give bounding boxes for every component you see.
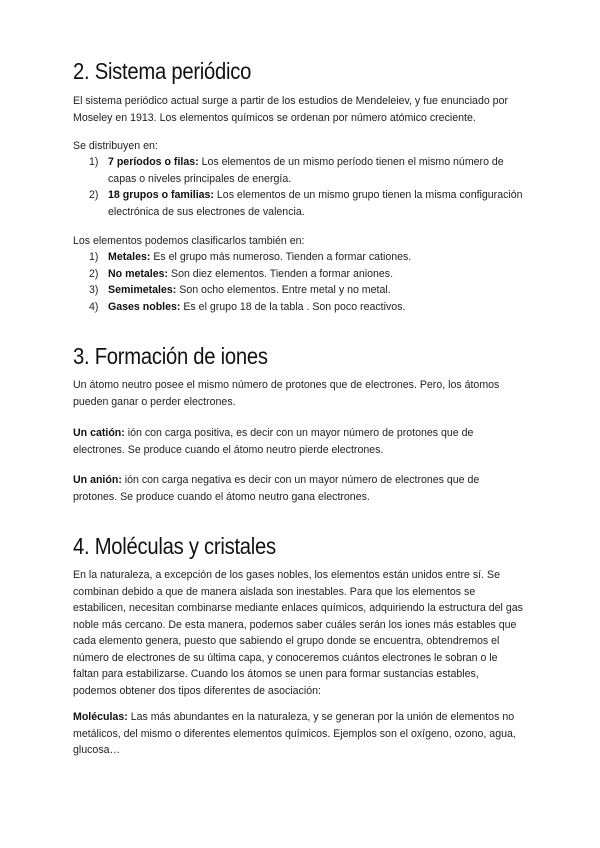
section-heading-moleculas-cristales: 4. Moléculas y cristales — [73, 533, 276, 559]
section-heading-sistema-periodico: 2. Sistema periódico — [73, 58, 252, 84]
paragraph-anion — [73, 472, 525, 505]
cation-term: Un catión: — [73, 427, 125, 439]
paragraph-moleculas — [73, 709, 525, 759]
list-number: 2) — [89, 267, 99, 280]
list-text: Son ocho elementos. Entre metal y no metal. — [176, 284, 391, 296]
paragraph-distribute-label: Se distribuyen en: — [73, 140, 158, 152]
anion-text: ión con carga negativa es decir con un mayor número de electrones que de protones. Se produce cuando el átomo neutro gana electrones. — [73, 474, 480, 503]
list-term: Metales: — [108, 251, 151, 263]
list-term: Semimetales: — [108, 284, 177, 296]
list-term: No metales: — [108, 267, 169, 280]
list-number: 1) — [89, 156, 99, 168]
list-item — [73, 299, 525, 316]
paragraph-iones-intro: Un átomo neutro posee el mismo número de protones que de electrones. Pero, los átomos pueden ganar o perder electrones. — [73, 379, 500, 408]
list-classification — [73, 249, 525, 315]
list-text: Son diez elementos. Tienden a formar aniones. — [168, 267, 394, 280]
molecules-text: Las más abundantes en la naturaleza, y se generan por la unión de elementos no metálicos, del mismo o diferentes elementos químicos. Ejemplos son el oxígeno, ozono, agua, glucosa… — [73, 711, 516, 756]
list-item — [73, 154, 525, 187]
list-text: Es el grupo más numeroso. Tienden a formar cationes. — [150, 251, 412, 263]
list-text: Los elementos de un mismo período tienen el mismo número de capas o niveles principales de energía. — [108, 156, 504, 185]
paragraph-classify-label: Los elementos podemos clasificarlos también en: — [73, 235, 305, 247]
paragraph-sistema-intro: El sistema periódico actual surge a partir de los estudios de Mendeleiev, y fue enunciado por Moseley en 1913. Los elementos químicos se ordenan por número atómico creciente. — [73, 95, 508, 124]
list-distribution — [73, 154, 525, 220]
paragraph-moleculas-intro: En la naturaleza, a excepción de los gases nobles, los elementos están unidos entre sí. Se combinan debido a que de manera aislada son inestables. Para que los elementos se estabilicen, necesitan combinarse mediante enlaces químicos, adquiriendo la estructura del gas noble más cercano. De esta manera, podemos saber cuáles serán los iones más estables que cada elemento genera, puesto que sabiendo el grupo donde se encuentra, obtendremos el número de electrones de su última capa, y conoceremos cuántos electrones le sobran o le faltan para estabilizarse. Cuando los átomos se unen para formar sustancias estables, podemos obtener dos tipos diferentes de asociación: — [73, 569, 523, 697]
paragraph-cation — [73, 425, 525, 458]
list-item — [73, 266, 525, 283]
list-term: Gases nobles: — [108, 300, 181, 313]
list-number: 4) — [89, 300, 99, 313]
list-number: 3) — [89, 284, 99, 296]
list-item — [73, 282, 525, 299]
list-text: Es el grupo 18 de la tabla . Son poco reactivos. — [180, 300, 406, 313]
list-number: 1) — [89, 251, 99, 263]
section-heading-formacion-iones: 3. Formación de iones — [73, 343, 268, 369]
list-item — [73, 249, 525, 266]
list-text: Los elementos de un mismo grupo tienen la misma configuración electrónica de sus electrones de valencia. — [108, 189, 523, 218]
list-number: 2) — [89, 189, 99, 201]
cation-text: ión con carga positiva, es decir con un mayor número de protones que de electrones. Se produce cuando el átomo neutro pierde electrones. — [73, 427, 474, 456]
molecules-term: Moléculas: — [73, 711, 128, 723]
list-term: 18 grupos o familias: — [108, 189, 214, 201]
list-term: 7 períodos o filas: — [108, 156, 199, 168]
anion-term: Un anión: — [73, 474, 122, 486]
list-item — [73, 187, 525, 220]
